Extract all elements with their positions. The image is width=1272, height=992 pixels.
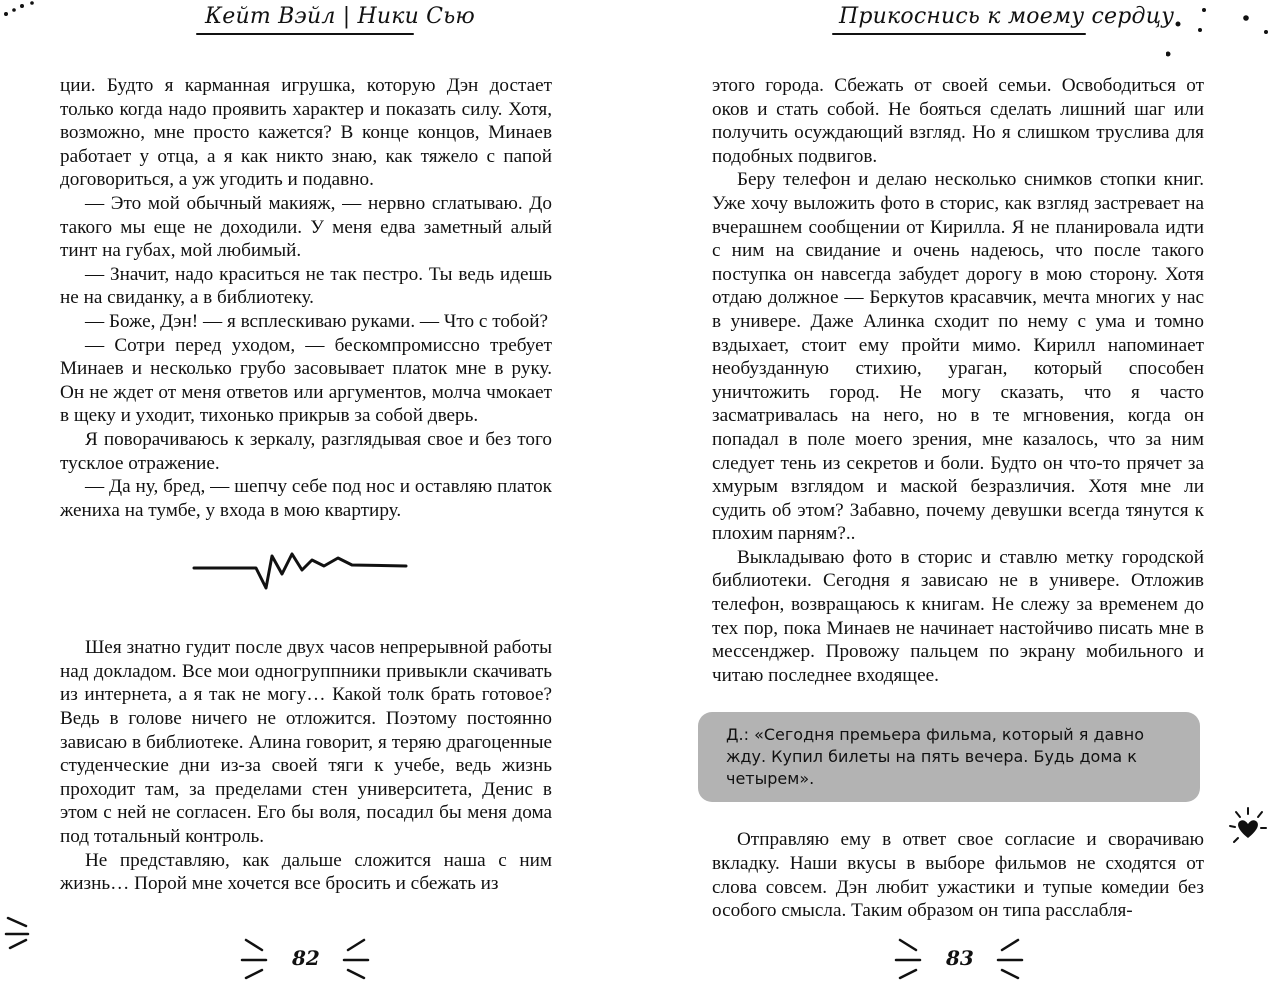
paragraph: Отправляю ему в ответ свое согласие и сворачиваю вкладку. Наши вкусы в выборе фильмов не сходятся от слова совсем. Дэн любит ужастики и тупые комедии без особого смысла. Таким образом он типа расслабля- bbox=[712, 829, 1204, 922]
paragraph: Беру телефон и делаю несколько снимков стопки книг. Уже хочу выложить фото в сторис, как взгляд застревает на вчерашнем сообщении от Кирилла. Я не планировала идти с ним на свидание и очень надеюсь, что после такого поступка он навсегда забудет дорогу в мою сторону. Хотя отдаю должное — Беркутов красавчик, мечта многих у нас в универе. Даже Алинка сходит по нему с ума и томно вздыхает, стоит ему пройти мимо. Кирилл напоминает необузданную стихию, ураган, который способен уничтожить город. Не могу сказать, что я часто засматривалась на него, но в те мгновения, когда он попадал в поле моего зрения, мне казалось, что за ним следует тень из секретов и боли. Будто он что-то прячет за хмурым взглядом и маской безразличия. Хотя мне ли судить об этом? Забавно, почему девушки всегда тянутся к плохим парням?.. bbox=[712, 169, 1204, 545]
page-number-rays-right-icon bbox=[992, 934, 1032, 984]
message-box: Д.: «Сегодня премьера фильма, который я давно жду. Купил билеты на пять вечера. Будь дома к четырем». bbox=[698, 712, 1200, 802]
paragraph: — Да ну, бред, — шепчу себе под нос и оставляю платок жениха на тумбе, у входа в мою квартиру. bbox=[60, 476, 552, 521]
paragraph: Выкладываю фото в сторис и ставлю метку городской библиотеки. Сегодня я зависаю не в универе. Отложив телефон, возвращаюсь к книгам. Не слежу за временем до тех пор, пока Минаев не начинает настойчиво писать мне в мессенджер. Провожу пальцем по экрану мобильного и читаю последнее входящее. bbox=[712, 546, 1204, 686]
paragraph: — Боже, Дэн! — я всплескиваю руками. — Что с тобой? bbox=[84, 310, 549, 332]
right-page bbox=[636, 0, 1272, 992]
dots-decoration-top-left bbox=[0, 0, 44, 20]
right-page-text bbox=[712, 74, 1204, 923]
scene-break-heartbeat-icon bbox=[192, 548, 408, 598]
paragraph: — Сотри перед уходом, — бескомпромиссно требует Минаев и несколько грубо засовывает платок мне в руку. Он не ждет от меня ответов или аргументов, молча чмокает в щеку и уходит, тихонько прикрыв за собой дверь. bbox=[60, 334, 552, 427]
paragraph: Шея знатно гудит после двух часов непрерывной работы над докладом. Все мои одногруппники привыкли скачивать из интернета, а я так не могу… Какой толк брать готовое? Ведь в голове ничего не отложится. Поэтому постоянно зависаю в библиотеке. Алина говорит, я теряю драгоценные студенческие дни из-за своей тяги к учебе, ведь жизнь проходит там, за пределами стен университета, Денис в этом с ней не согласен. Его бы воля, посадил бы меня дома под тотальный контроль. bbox=[60, 637, 552, 848]
left-page-number: 82 bbox=[292, 946, 320, 970]
paragraph: ции. Будто я карманная игрушка, которую Дэн достает только когда надо проявить характер и показать силу. Хотя, возможно, мне просто кажется? В конце концов, Минаев работает у отца, а я как никто знаю, как тяжело с папой договориться, а уж угодить и подавно. bbox=[60, 75, 552, 191]
page-number-rays-left-icon bbox=[232, 934, 272, 984]
left-page-text bbox=[60, 74, 552, 896]
paragraph: — Значит, надо краситься не так пестро. Ты ведь идешь не на свиданку, а в библиотеку. bbox=[60, 263, 552, 309]
right-page-header: Прикоснись к моему сердцу bbox=[839, 4, 1175, 29]
right-page-number: 83 bbox=[946, 946, 974, 970]
paragraph: — Это мой обычный макияж, — нервно сглатываю. До такого мы еще не доходили. У меня едва заметный алый тинт на губах, мой любимый. bbox=[60, 192, 552, 262]
page-number-rays-right-icon bbox=[338, 934, 378, 984]
dots-decoration-top-right bbox=[1166, 4, 1272, 60]
page-number-rays-left-icon bbox=[886, 934, 926, 984]
rays-decoration-bottom-left bbox=[4, 912, 44, 952]
paragraph: этого города. Сбежать от своей семьи. Освободиться от оков и стать собой. Не бояться сделать лишний шаг или получить осуждающий взгляд. Но я слишком труслива для подобных подвигов. bbox=[712, 75, 1204, 167]
left-page-header: Кейт Вэйл | Ники Сью bbox=[205, 4, 475, 29]
separator-spacing bbox=[60, 598, 552, 636]
heart-icon bbox=[1226, 806, 1270, 850]
left-header-underline bbox=[196, 33, 414, 35]
paragraph: Не представляю, как дальше сложится наша с ним жизнь… Порой мне хочется все бросить и сбежать из bbox=[60, 849, 552, 895]
paragraph: Я поворачиваюсь к зеркалу, разглядывая свое и без того тусклое отражение. bbox=[60, 428, 552, 474]
right-header-underline bbox=[832, 33, 1086, 35]
